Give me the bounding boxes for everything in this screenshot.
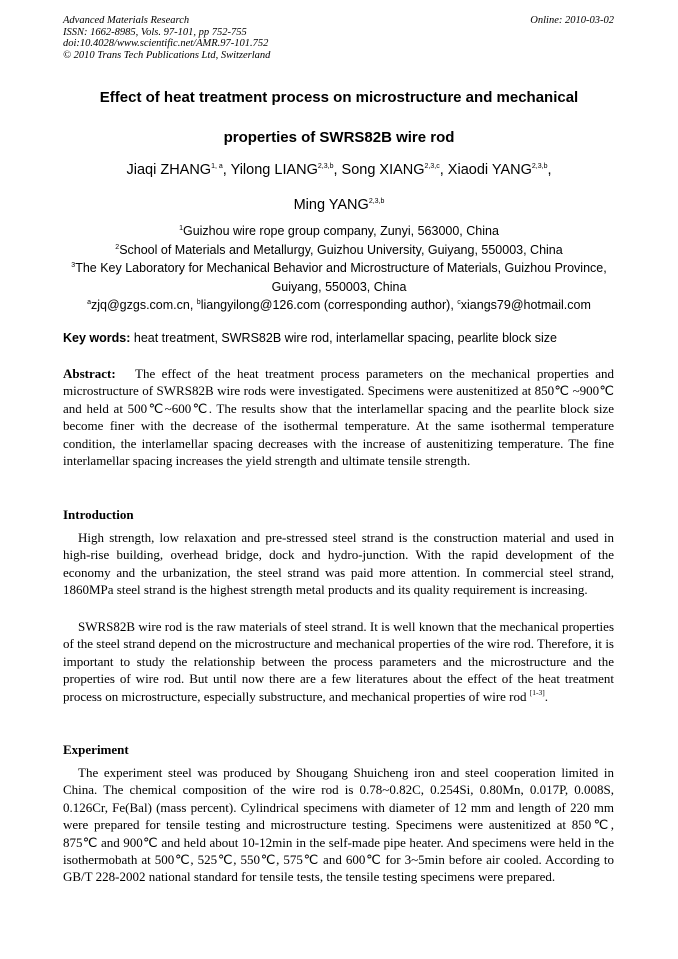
affiliation-1 xyxy=(40,222,638,241)
email-sup: c xyxy=(457,299,461,306)
author-sep: , xyxy=(439,162,448,178)
title-line-2: properties of SWRS82B wire rod xyxy=(223,129,455,146)
author-affil-sup: 2,3,b xyxy=(317,163,334,170)
abstract xyxy=(63,365,614,469)
section-heading-experiment: Experiment xyxy=(63,742,129,757)
abstract-label: Abstract: xyxy=(63,366,116,381)
affil-sup: 1 xyxy=(179,225,183,232)
author-name: Jiaqi ZHANG xyxy=(126,162,212,178)
affiliations xyxy=(40,222,638,315)
keywords xyxy=(63,331,557,345)
intro-p2-end: . xyxy=(544,688,548,704)
keywords-text: heat treatment, SWRS82B wire rod, interlamellar spacing, pearlite block size xyxy=(130,331,557,345)
keywords-label: Key words: xyxy=(63,331,131,345)
title-line-1: Effect of heat treatment process on microstructure and mechanical xyxy=(99,89,579,106)
author-affil-sup: 2,3,b xyxy=(531,163,548,170)
intro-paragraph-2 xyxy=(63,618,614,705)
author-name: Ming YANG xyxy=(293,197,369,213)
paper-title xyxy=(40,88,638,148)
email-c: xiangs79@hotmail.com xyxy=(460,298,591,312)
email-sup: a xyxy=(87,299,91,306)
online-date: Online: 2010-03-02 xyxy=(530,15,614,26)
author-name: Xiaodi YANG xyxy=(447,162,532,178)
author-affil-sup: 1, a xyxy=(211,163,223,170)
email-sup: b xyxy=(196,299,201,306)
affiliation-3 xyxy=(40,259,638,278)
affiliation-2 xyxy=(40,241,638,260)
author-list xyxy=(40,160,638,215)
affil-text: School of Materials and Metallurgy, Guizhou University, Guiyang, 550003, China xyxy=(119,242,563,257)
intro-paragraph-1: High strength, low relaxation and pre-stressed steel strand is the construction material and used in high-rise building, overhead bridge, dock and hydro-junction. With the rapid development of the economy and the urbanization, the steel strand was paid more attention. In commercial steel strand, 1860MPa steel strand is the highest strength metal products and its quality requirement is increasing. xyxy=(63,530,614,598)
affiliation-3-cont: Guiyang, 550003, China xyxy=(271,279,407,294)
affil-text: Guizhou wire rope group company, Zunyi, 563000, China xyxy=(182,224,499,238)
email-b: liangyilong@126.com (corresponding author), xyxy=(200,298,458,312)
email-line xyxy=(40,296,638,315)
intro-p2-text: SWRS82B wire rod is the raw materials of steel strand. It is well known that the mechanical properties of the steel strand depend on the microstructure and mechanical properties of the wire rod. Therefore, it is important to study the relationship between the process parameters and the microstructure and the properties of wire rod. But until now there are a few literatures about the effect of the heat treatment process on microstructure, especially substructure, and mechanical properties of wire rod xyxy=(63,619,614,704)
copyright-line: © 2010 Trans Tech Publications Ltd, Switzerland xyxy=(63,49,271,61)
journal-header xyxy=(63,15,270,61)
author-name: Yilong LIANG xyxy=(230,162,318,178)
author-sep: , xyxy=(333,162,342,178)
affil-sup: 2 xyxy=(115,243,120,251)
email-a: zjq@gzgs.com.cn, xyxy=(91,298,197,312)
abstract-text: The effect of the heat treatment process parameters on the mechanical properties and microstructure of SWRS82B wire rods were investigated. Specimens were austenitized at 850℃ ~900℃ and held at 500℃~600℃. The results show that the interlamellar spacing and the pearlite block size become finer with the decrease of the isothermal temperature. At the same isothermal temperature condition, the interlamellar spacing decreases with the increase of austenitizing temperature. The fine interlamellar spacing increases the yield strength and ultimate tensile strength. xyxy=(63,366,614,469)
author-affil-sup: 2,3,c xyxy=(424,163,440,170)
experiment-paragraph-1: The experiment steel was produced by Shougang Shuicheng iron and steel cooperation limited in China. The chemical composition of the wire rod is 0.78~0.82C, 0.254Si, 0.80Mn, 0.017P, 0.008S, 0.126Cr, Fe(Bal) (mass percent). Cylindrical specimens with diameter of 12 mm and length of 220 mm were prepared for tensile testing and microstructure testing. Specimens were austenitized at 850℃, 875℃ and 900℃ and held about 10-12min in the self-made pipe heater. And specimens were held in the isothermobath at 500℃, 525℃, 550℃, 575℃ and 600℃ for 3~5min before air cooled. According to GB/T 228-2002 national standard for tensile tests, the tensile testing specimens were prepared. xyxy=(63,765,614,885)
affil-sup: 3 xyxy=(71,262,76,269)
citation-ref: [1-3] xyxy=(529,687,545,697)
section-heading-introduction: Introduction xyxy=(63,507,134,522)
doi-line: doi:10.4028/www.scientific.net/AMR.97-101.752 xyxy=(63,38,269,50)
author-sep: , xyxy=(547,162,552,178)
affil-text: The Key Laboratory for Mechanical Behavior and Microstructure of Materials, Guizhou Province, xyxy=(75,261,607,275)
journal-name: Advanced Materials Research xyxy=(63,15,190,26)
issn-line: ISSN: 1662-8985, Vols. 97-101, pp 752-755 xyxy=(63,26,247,38)
author-name: Song XIANG xyxy=(341,162,425,178)
author-affil-sup: 2,3,b xyxy=(368,198,385,205)
author-sep: , xyxy=(222,162,231,178)
author-row-2 xyxy=(40,195,638,215)
